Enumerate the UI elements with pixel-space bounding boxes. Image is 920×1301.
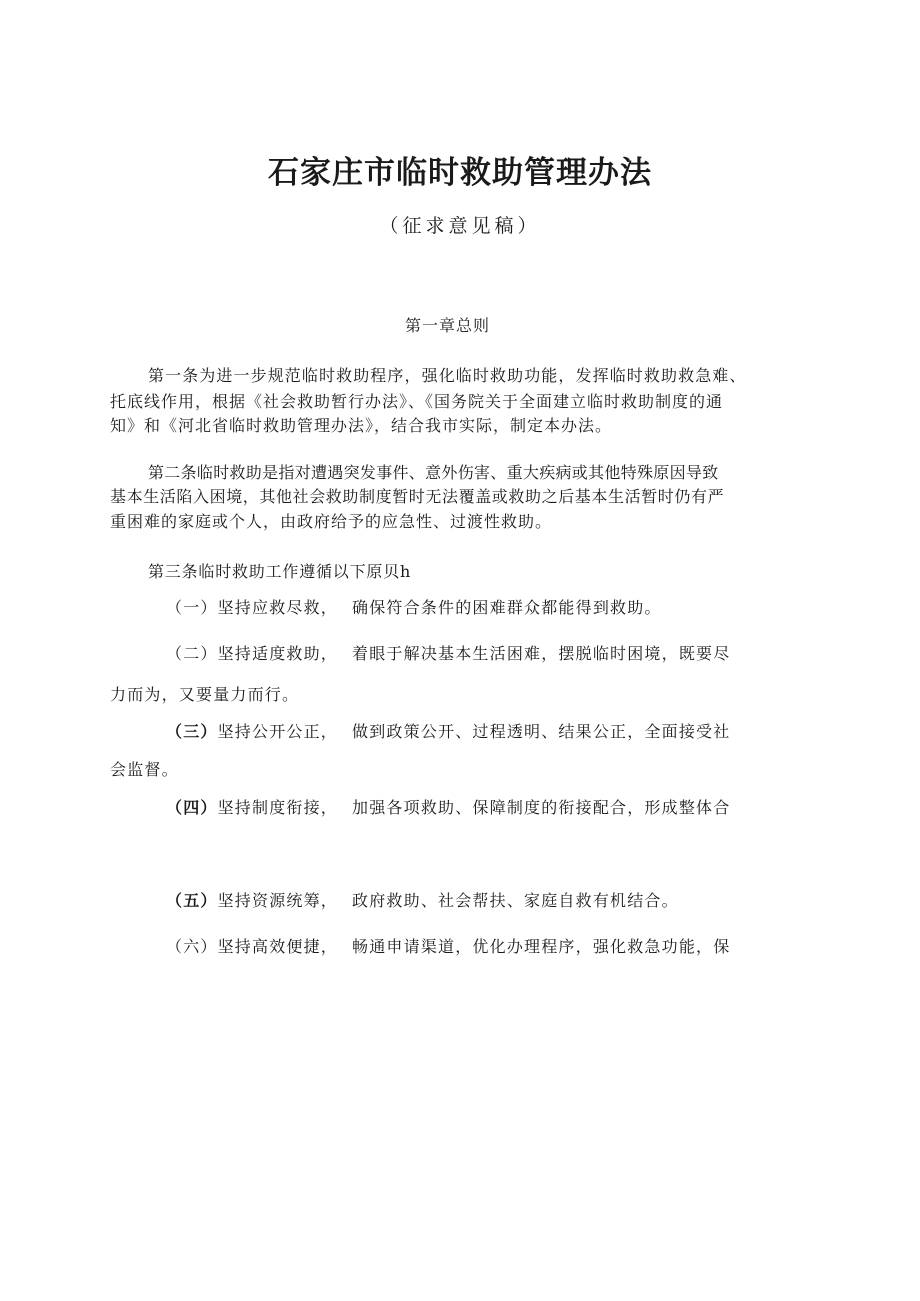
principle-heading: 坚持高效便捷， [217, 937, 339, 956]
principle-item-2 [166, 646, 730, 662]
article1-line3: 知》和《河北省临时救助管理办法》，结合我市实际，制定本办法。 [110, 416, 613, 435]
article2-line1: 第二条临时救助是指对遭遇突发事件、意外伤害、重大疾病或其他特殊原因导致 [148, 463, 719, 482]
principle-text: 政府救助、社会帮扶、家庭自救有机结合。 [352, 891, 679, 910]
principle-item-2-continuation: 力而为，又要量力而行。 [110, 685, 300, 704]
principle-heading: 坚持应救尽救， [217, 598, 339, 617]
article2-line2: 基本生活陷入困境，其他社会救助制度暂时无法覆盖或救助之后基本生活暂时仍有严 [110, 487, 725, 506]
principle-marker: （二） [166, 644, 218, 663]
article1-line1: 第一条为进一步规范临时救助程序，强化临时救助功能，发挥临时救助救急难、 [148, 366, 747, 385]
principle-item-3 [166, 724, 730, 740]
principle-item-3-continuation: 会监督。 [110, 760, 179, 779]
principle-item-5 [166, 893, 679, 909]
article3-intro: 第三条临时救助工作遵循以下原贝h [148, 562, 412, 581]
principle-heading: 坚持资源统筹， [217, 891, 339, 910]
article2-line3: 重困难的家庭或个人，由政府给予的应急性、过渡性救助。 [110, 512, 553, 531]
principle-heading: 坚持制度衔接， [217, 798, 339, 817]
principle-heading: 坚持公开公正， [217, 722, 339, 741]
principle-marker: （五） [166, 891, 218, 910]
principle-text: 畅通申请渠道，优化办理程序，强化救急功能，保 [352, 937, 731, 956]
principle-item-6 [166, 939, 730, 955]
principle-marker: （一） [166, 598, 218, 617]
principle-marker: （三） [166, 722, 218, 741]
principle-marker: （六） [166, 937, 218, 956]
principle-text: 确保符合条件的困难群众都能得到救助。 [352, 598, 662, 617]
principle-item-4 [166, 800, 730, 816]
document-subtitle: （征求意见稿） [379, 215, 541, 237]
principle-text: 着眼于解决基本生活困难，摆脱临时困境，既要尽 [352, 644, 731, 663]
chapter-heading: 第一章总则 [404, 316, 490, 335]
principle-text: 加强各项救助、保障制度的衔接配合，形成整体合 [352, 798, 731, 817]
principle-item-1 [166, 600, 662, 616]
principle-text: 做到政策公开、过程透明、结果公正，全面接受社 [352, 722, 731, 741]
principle-marker: （四） [166, 798, 218, 817]
principle-heading: 坚持适度救助， [217, 644, 339, 663]
document-title: 石家庄市临时救助管理办法 [268, 155, 652, 191]
article1-line2: 托底线作用，根据《社会救助暂行办法》、《国务院关于全面建立临时救助制度的通 [110, 392, 724, 411]
